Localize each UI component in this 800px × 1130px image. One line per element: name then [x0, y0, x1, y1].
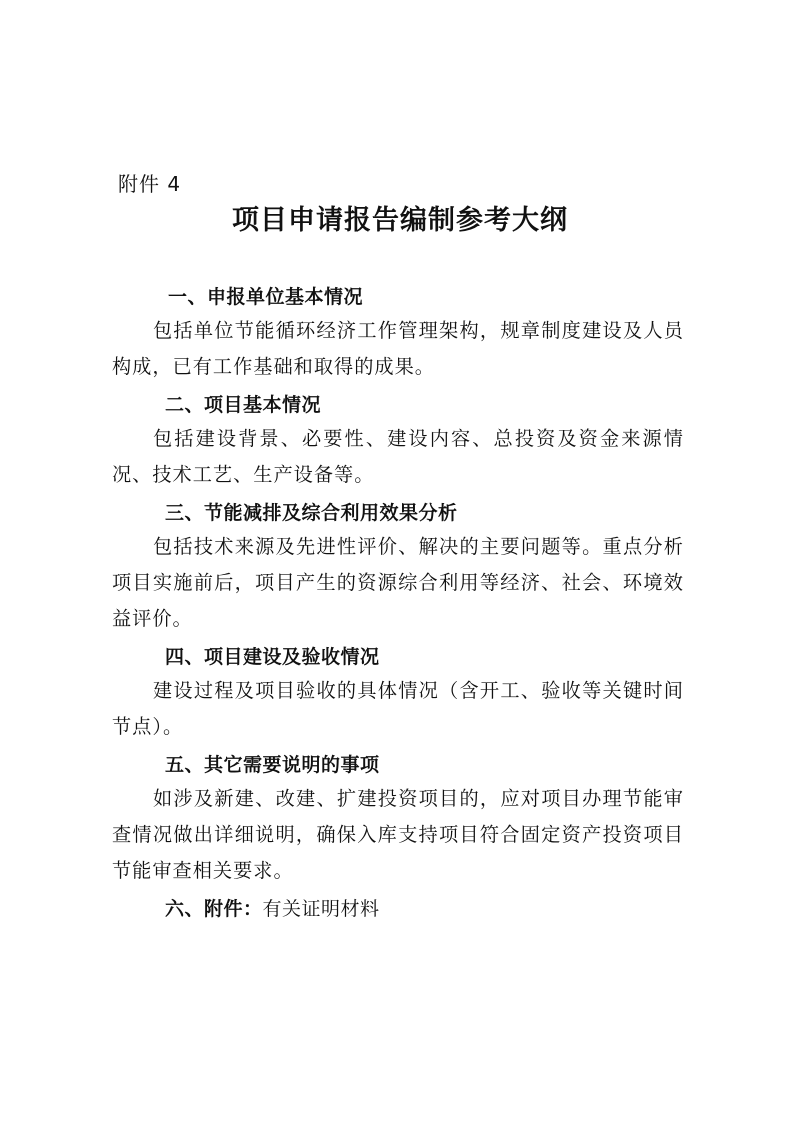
document-title: 项目申请报告编制参考大纲: [232, 205, 568, 236]
section-heading-6-label: 六、附件：: [165, 898, 263, 920]
section-heading-1: 一、申报单位基本情况: [168, 286, 364, 308]
section-heading-4: 四、项目建设及验收情况: [165, 646, 380, 668]
section-heading-2: 二、项目基本情况: [165, 394, 322, 416]
section-body-5: 如涉及新建、改建、扩建投资项目的，应对项目办理节能审查情况做出详细说明，确保入库支持项目符合固定资产投资项目节能审查相关要求。: [112, 787, 684, 882]
section-body-3: 包括技术来源及先进性评价、解决的主要问题等。重点分析项目实施前后，项目产生的资源综合利用等经济、社会、环境效益评价。: [112, 535, 684, 630]
section-body-6: 有关证明材料: [262, 898, 380, 920]
section-body-1: 包括单位节能循环经济工作管理架构，规章制度建设及人员构成，已有工作基础和取得的成果。: [112, 319, 684, 378]
section-heading-3: 三、节能减排及综合利用效果分析: [165, 502, 458, 524]
section-heading-6: [165, 894, 380, 921]
section-heading-5: 五、其它需要说明的事项: [165, 754, 380, 776]
section-body-4: 建设过程及项目验收的具体情况（含开工、验收等关键时间节点）。: [112, 679, 684, 738]
annex-label: 附件 4: [118, 172, 182, 196]
section-body-2: 包括建设背景、必要性、建设内容、总投资及资金来源情况、技术工艺、生产设备等。: [112, 427, 684, 486]
